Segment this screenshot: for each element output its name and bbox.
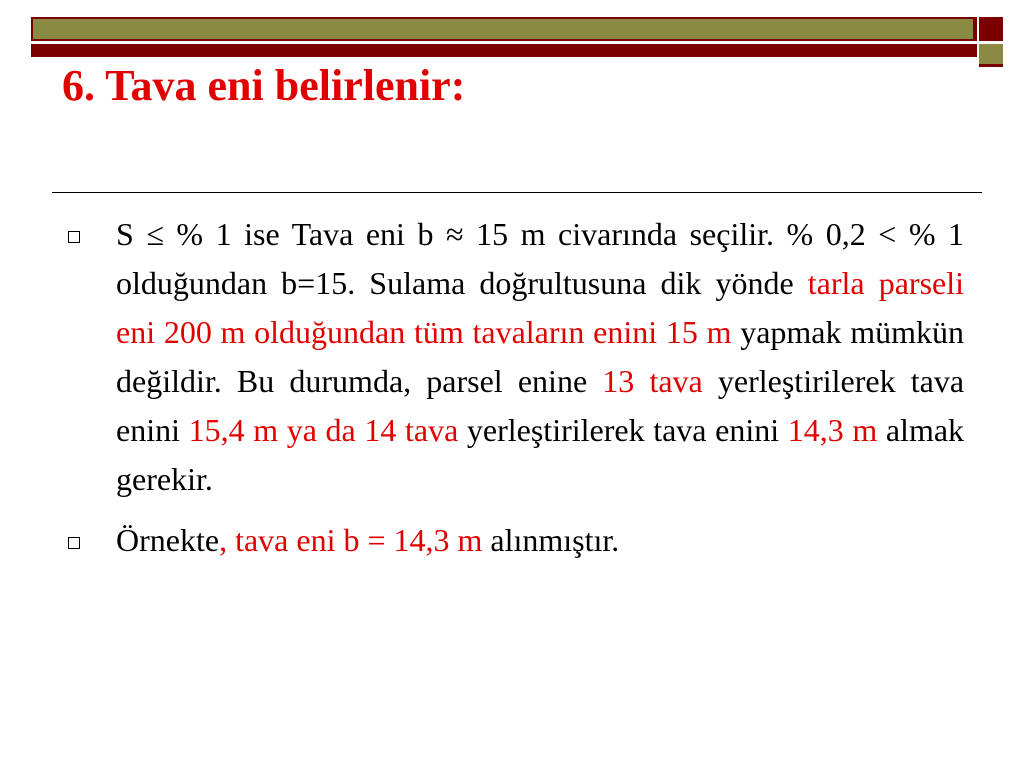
highlight-segment: 14,3 m — [787, 412, 878, 448]
bullet-text-1 — [116, 210, 964, 504]
slide-title: 6. Tava eni belirlenir: — [62, 61, 466, 110]
text-segment: S ≤ % 1 ise Tava eni b ≈ 15 m civarında seçilir. % 0,2 < % 1 olduğundan b=15. Sulama doğrultusuna dik yönde — [116, 216, 964, 301]
text-segment: yerleştirilerek tava enini — [458, 412, 788, 448]
highlight-segment: 13 tava — [602, 363, 703, 399]
highlight-segment: , tava eni b = 14,3 m — [219, 522, 483, 558]
top-decorative-bar — [31, 17, 977, 57]
text-segment: yapmak mümkün değildir. Bu durumda, parsel enine — [116, 314, 965, 399]
text-segment: alınmıştır. — [482, 522, 620, 558]
top-bar-olive-stripe — [33, 19, 973, 39]
bullet-text-2 — [116, 516, 964, 565]
highlight-segment: tarla parseli eni 200 m olduğundan tüm tavaların enini 15 m — [116, 265, 964, 350]
bullet-item-2 — [62, 516, 964, 565]
square-bullet-icon — [68, 537, 80, 549]
top-bar-separator — [31, 41, 977, 44]
square-bullet-icon — [68, 231, 80, 243]
title-divider — [52, 192, 982, 193]
text-segment: Örnekte — [116, 522, 220, 558]
text-segment: yerleştirilerek tava enini — [116, 363, 965, 448]
bullet-item-1 — [62, 210, 964, 504]
text-segment: almak gerekir. — [116, 412, 965, 497]
slide-content — [62, 210, 964, 565]
corner-block-olive — [979, 44, 1003, 67]
corner-block-red — [979, 17, 1003, 41]
highlight-segment: 15,4 m ya da 14 tava — [188, 412, 459, 448]
